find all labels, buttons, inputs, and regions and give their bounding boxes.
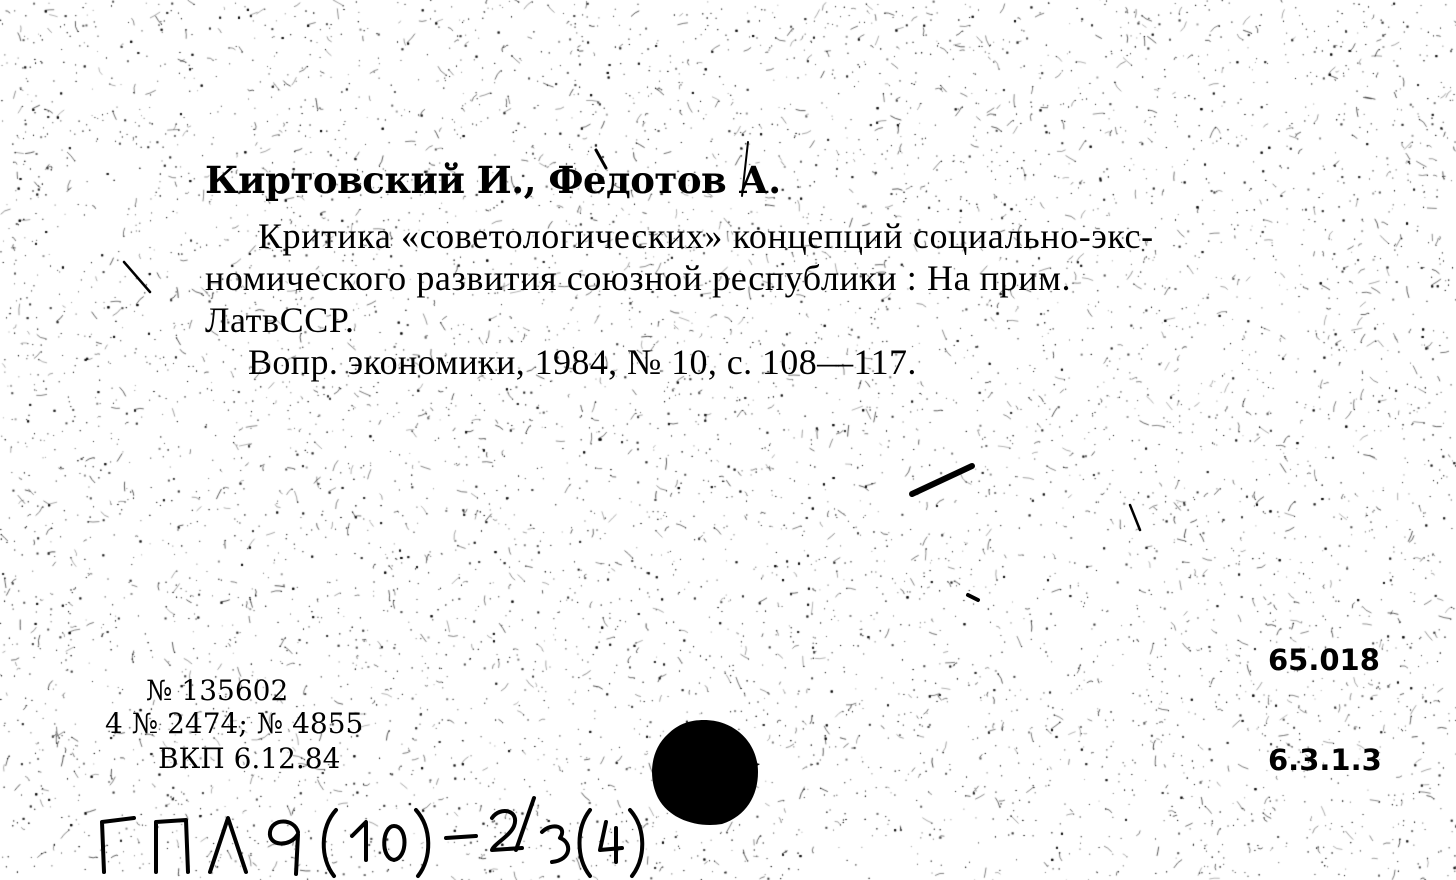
card-title-line-2: номического развития союзной республики : На прим. (205, 258, 1072, 298)
card-title-line-1: Критика «советологических» концепций социально-экс- (258, 216, 1154, 256)
punch-hole (648, 716, 760, 828)
card-author: Киртовский И., Федотов А. (205, 158, 781, 202)
classification-code-1: 65.018 (1268, 643, 1380, 677)
accession-number: № 135602 (146, 674, 289, 707)
card-source: Вопр. экономики, 1984, № 10, с. 108—117. (248, 342, 917, 382)
handwritten-shelf-mark (90, 788, 650, 880)
card-title-line-3: ЛатвССР. (205, 300, 355, 340)
accession-date: ВКП 6.12.84 (158, 742, 341, 775)
classification-code-2: 6.3.1.3 (1268, 743, 1382, 777)
accession-references: 4 № 2474; № 4855 (105, 707, 364, 740)
